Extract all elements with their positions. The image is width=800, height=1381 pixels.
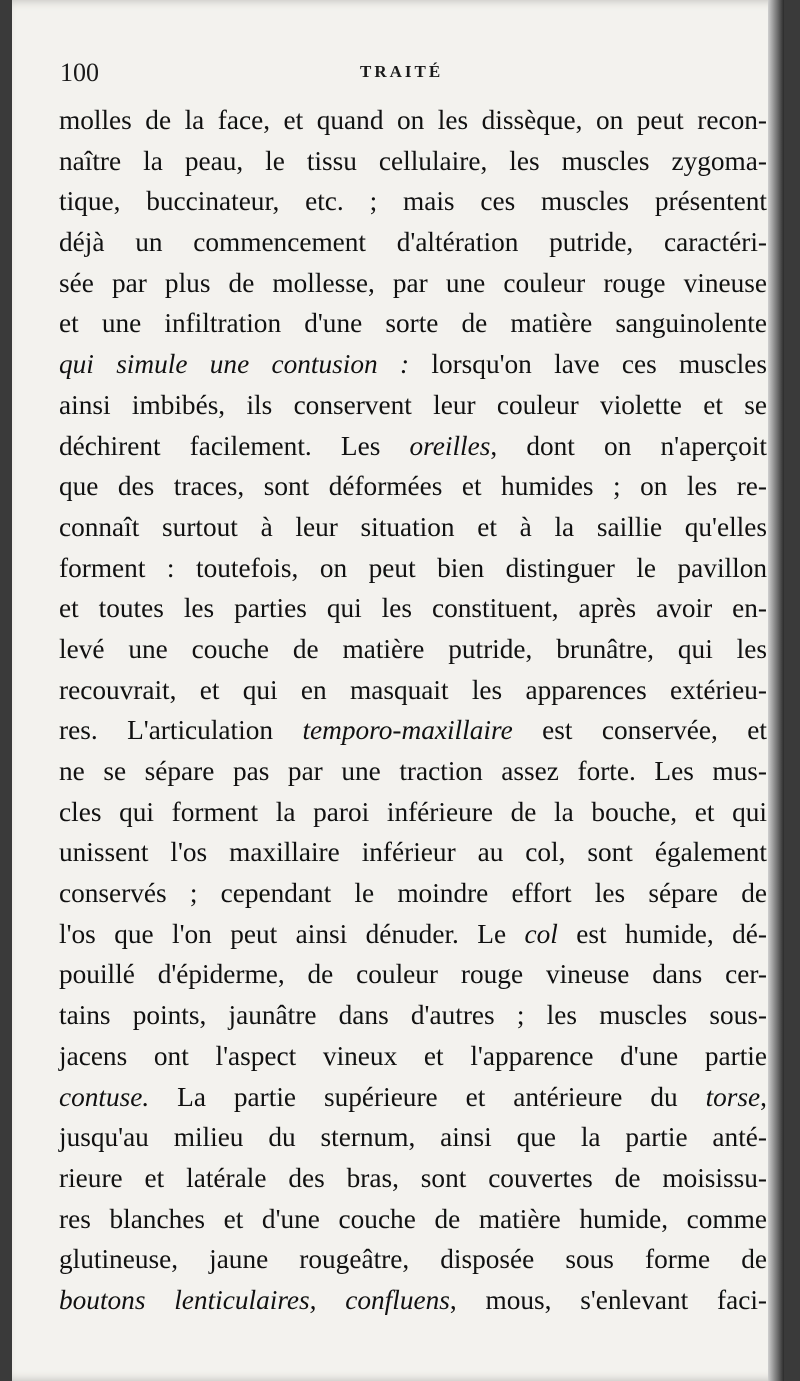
text-segment: molles de la face, et quand on les dissèque, on peut recon-	[59, 105, 767, 135]
text-line	[59, 426, 767, 467]
text-line	[59, 1117, 767, 1158]
text-line	[59, 100, 767, 141]
text-line	[59, 1239, 767, 1280]
text-line	[59, 588, 767, 629]
text-segment: levé une couche de matière putride, brunâtre, qui les	[59, 633, 767, 664]
text-segment: forment : toutefois, on peut bien distinguer le pavillon	[59, 552, 767, 583]
text-segment: jacens ont l'aspect vineux et l'apparence d'une partie	[59, 1040, 767, 1071]
text-line	[59, 548, 767, 589]
text-segment: tique, buccinateur, etc. ; mais ces muscles présentent	[59, 186, 767, 217]
text-segment: conservés ; cependant le moindre effort les sépare de	[59, 878, 767, 909]
text-line	[59, 1280, 767, 1321]
text-segment: déjà un commencement d'altération putride, caractéri-	[59, 227, 767, 258]
text-segment: pouillé d'épiderme, de couleur rouge vineuse dans cer-	[59, 959, 767, 990]
text-segment: naître la peau, le tissu cellulaire, les muscles zygoma-	[59, 145, 767, 176]
text-line	[59, 263, 767, 304]
text-segment: , mous, s'enlevant faci-	[449, 1284, 768, 1315]
text-line	[59, 1158, 767, 1199]
text-line	[59, 1077, 767, 1118]
text-segment: jusqu'au milieu du sternum, ainsi que la partie anté-	[59, 1122, 767, 1153]
text-segment: ne se sépare pas par une traction assez forte. Les mus-	[59, 756, 767, 786]
text-segment: cles qui forment la paroi inférieure de la bouche, et qui	[59, 796, 767, 827]
text-segment: La partie supérieure et antérieure du	[149, 1081, 706, 1112]
text-segment: recouvrait, et qui en masquait les apparences extérieu-	[59, 674, 767, 705]
text-segment: que des traces, sont déformées et humides ; on les re-	[59, 471, 767, 502]
text-line	[59, 344, 767, 385]
italic-text: oreilles	[409, 430, 491, 461]
italic-text: qui simule une contusion :	[59, 349, 410, 380]
text-line	[59, 995, 767, 1036]
text-segment: l'os que l'on peut ainsi dénuder. Le	[59, 918, 525, 949]
text-segment: et une infiltration d'une sorte de matière sanguinolente	[59, 308, 767, 339]
text-segment: connaît surtout à leur situation et à la saillie qu'elles	[59, 511, 767, 542]
text-segment: est conservée, et	[512, 715, 767, 746]
page-number: 100	[60, 58, 99, 87]
text-line	[59, 670, 767, 711]
text-line	[59, 385, 767, 426]
text-segment: déchirent facilement. Les	[59, 430, 410, 461]
text-line	[59, 181, 767, 222]
text-line	[59, 792, 767, 833]
text-line	[59, 629, 767, 670]
text-line	[59, 222, 767, 263]
page-header	[60, 58, 724, 94]
text-segment: tains points, jaunâtre dans d'autres ; les muscles sous-	[59, 1000, 767, 1031]
text-segment: glutineuse, jaune rougeâtre, disposée sous forme de	[59, 1244, 767, 1275]
text-line	[59, 954, 767, 995]
text-line	[59, 914, 767, 955]
text-segment: res blanches et d'une couche de matière humide, comme	[59, 1203, 767, 1234]
text-line	[59, 507, 767, 548]
text-line	[59, 1036, 767, 1077]
text-line	[59, 873, 767, 914]
italic-text: boutons lenticulaires, confluens	[59, 1284, 450, 1315]
text-segment: et toutes les parties qui les constituent, après avoir en-	[59, 593, 767, 624]
text-segment: , dont on n'aperçoit	[490, 430, 767, 461]
text-line	[59, 832, 767, 873]
text-line	[59, 466, 767, 507]
italic-text: contuse.	[59, 1081, 150, 1112]
text-line	[59, 751, 767, 792]
italic-text: temporo-maxillaire	[302, 715, 513, 746]
text-segment: res. L'articulation	[59, 715, 303, 746]
running-title: TRAITÉ	[360, 62, 444, 81]
text-line	[59, 141, 767, 182]
italic-text: torse	[705, 1081, 761, 1112]
text-segment: ,	[760, 1081, 767, 1112]
text-segment: unissent l'os maxillaire inférieur au col, sont également	[59, 837, 767, 868]
italic-text: col	[524, 918, 558, 949]
text-segment: sée par plus de mollesse, par une couleur rouge vineuse	[59, 267, 767, 298]
text-line	[59, 1199, 767, 1240]
book-page	[12, 0, 784, 1381]
text-segment: ainsi imbibés, ils conservent leur couleur violette et se	[59, 389, 767, 420]
text-line	[59, 710, 767, 751]
text-segment: rieure et latérale des bras, sont couvertes de moisissu-	[59, 1162, 767, 1193]
page-edge-shadow	[768, 0, 784, 1381]
text-line	[59, 303, 767, 344]
text-segment: lorsqu'on lave ces muscles	[409, 349, 767, 380]
text-segment: est humide, dé-	[557, 918, 767, 949]
body-text	[59, 100, 767, 1321]
